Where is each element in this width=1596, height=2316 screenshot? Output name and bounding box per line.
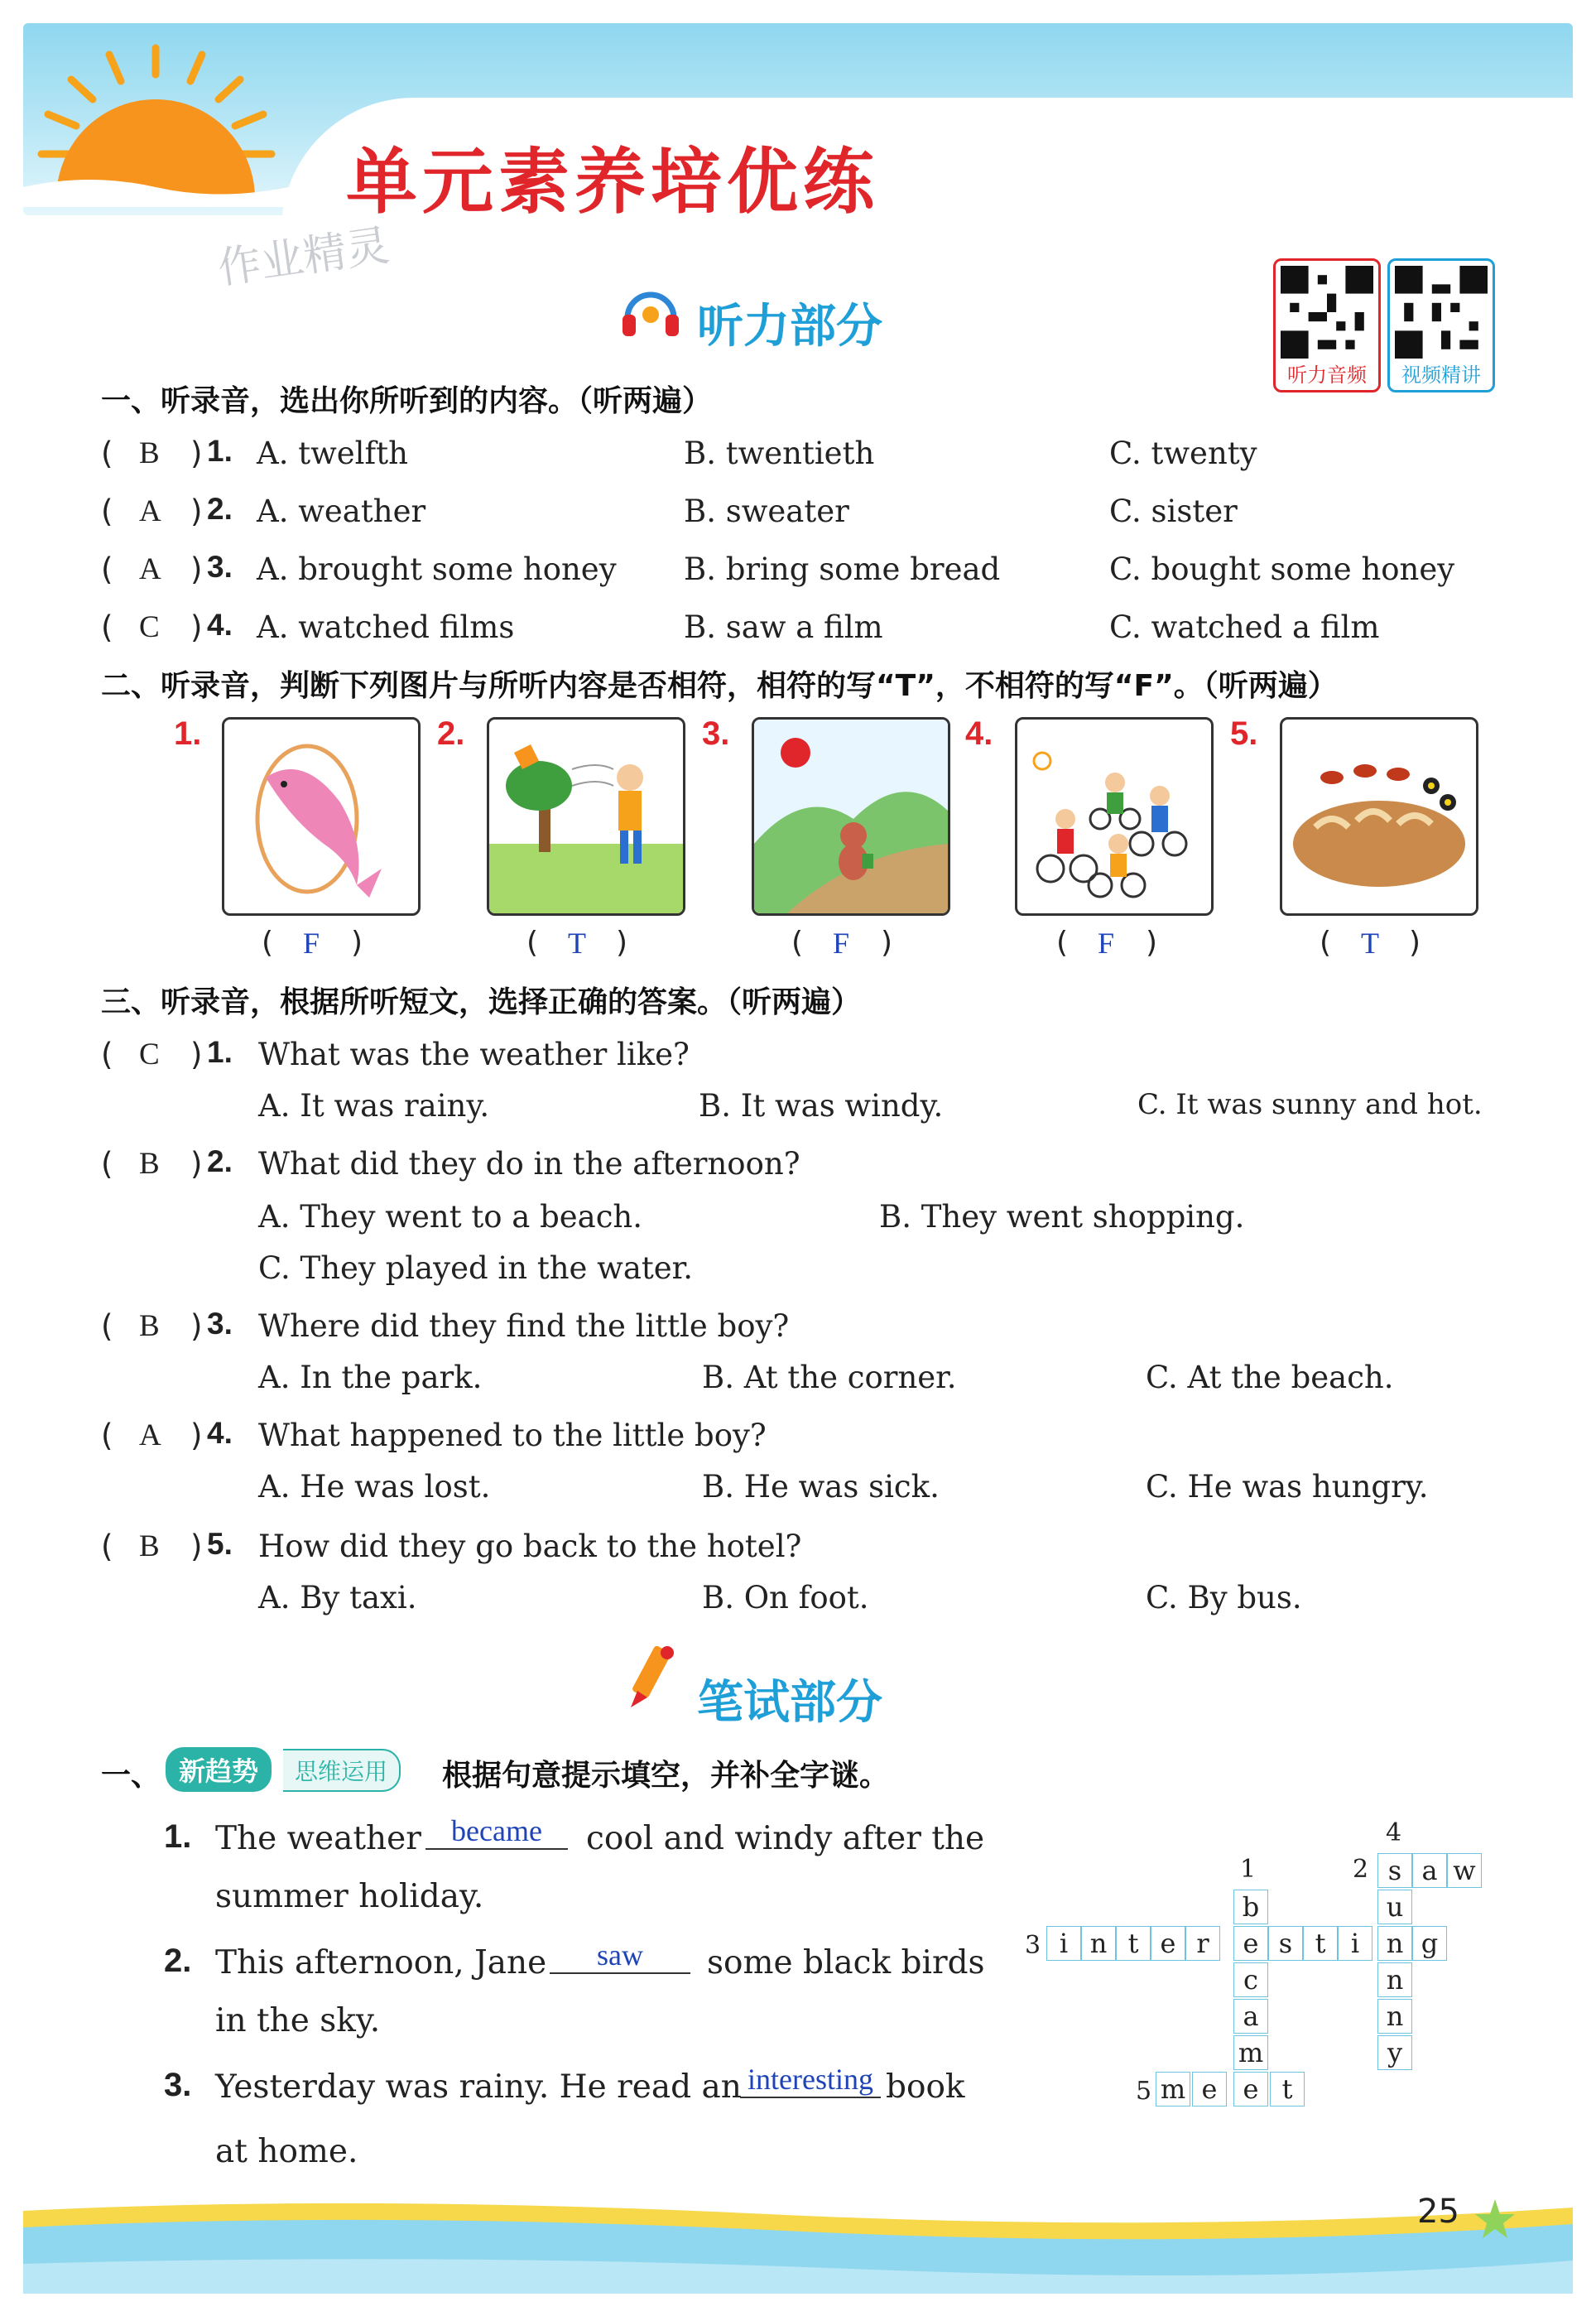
sentence-after: book [886,2068,965,2106]
written-heading: 根据句意提示填空，并补全字谜。 [442,1759,890,1793]
headphones-icon [618,282,684,348]
clue-number: 1 [1240,1855,1257,1884]
question-text: Where did they find the little boy? [258,1308,790,1344]
answer: B [139,436,160,470]
option-a: A. In the park. [258,1360,483,1395]
part3-heading: 三、听录音，根据所听短文，选择正确的答案。（听两遍） [101,985,862,1019]
question-number: 1. [207,434,233,468]
written-heading-prefix: 一、 [101,1759,161,1793]
question-text: What happened to the little boy? [258,1418,767,1453]
crossword-cell: t [1303,1926,1338,1961]
picture-number: 2. [437,715,465,752]
question-text: What did they do in the afternoon? [258,1146,800,1182]
option-b: B. saw a film [684,609,883,645]
crossword-cell: n [1377,1926,1412,1961]
tag-new-trend: 新趋势 [166,1747,272,1792]
sentence-before: The weather [215,1820,421,1857]
sentence-after: cool and windy after the [586,1820,985,1857]
picture-number: 3. [702,715,730,752]
qr-code-icon [1395,266,1488,359]
answer: A [139,1418,161,1452]
crossword-cell: n [1377,1962,1412,1997]
crossword-cell: i [1046,1926,1081,1961]
part2-heading: 二、听录音，判断下列图片与所听内容是否相符，相符的写“T”，不相符的写“F”。（听两遍） [101,669,1338,703]
question-number: 4. [207,1416,233,1450]
question-number: 2. [207,1144,233,1178]
crossword-cell: m [1233,2035,1268,2070]
picture-number: 4. [965,715,993,752]
crossword-cell: t [1116,1926,1151,1961]
answer: T [1361,927,1379,960]
crossword-cell: e [1233,2072,1268,2107]
option-b: B. It was windy. [699,1088,944,1124]
sentence-after: some black birds [707,1944,985,1981]
crossword-cell: e [1233,1926,1268,1961]
option-c: C. watched a film [1109,609,1380,645]
picture-kids-cycling [1015,717,1214,916]
option-a: A. It was rainy. [258,1088,490,1124]
answer: C [139,1038,160,1071]
clue-number: 2 [1353,1855,1369,1884]
crossword-cell: t [1270,2072,1305,2107]
crossword-cell: n [1081,1926,1116,1961]
written-section-title: 笔试部分 [697,1676,882,1730]
crossword-cell: w [1447,1853,1482,1888]
option-c: C. He was hungry. [1146,1469,1429,1505]
crossword-cell: i [1338,1926,1372,1961]
clue-number: 3 [1025,1931,1041,1960]
answer: A [139,552,161,586]
option-a: A. twelfth [257,436,408,471]
question-number: 3. [207,1307,233,1341]
option-c: C. At the beach. [1146,1360,1394,1395]
sentence-line2: summer holiday. [215,1878,484,1915]
qr-video-label: 视频精讲 [1401,364,1481,387]
page-title: 单元素养培优练 [346,141,879,224]
option-c: C. They played in the water. [258,1250,694,1286]
option-a: A. By taxi. [258,1580,417,1615]
footer-wave [23,2178,1573,2294]
option-b: B. They went shopping. [879,1199,1245,1235]
crossword-cell: y [1377,2035,1412,2070]
qr-video[interactable] [1387,258,1495,392]
option-c: C. It was sunny and hot. [1137,1088,1483,1121]
option-c: C. sister [1109,494,1238,529]
option-a: A. weather [257,494,426,529]
tag-thinking: 思维运用 [283,1749,401,1792]
answer: C [139,610,160,644]
option-b: B. sweater [684,494,849,529]
picture-number: 1. [174,715,202,752]
crossword-cell: m [1156,2072,1190,2107]
option-a: A. They went to a beach. [258,1199,643,1235]
answer-blank[interactable]: interesting [740,2062,881,2098]
question-text: How did they go back to the hotel? [258,1529,802,1564]
option-a: A. watched films [257,609,515,645]
pen-icon [619,1641,682,1716]
star-icon [1473,2198,1517,2241]
answer-blank[interactable]: saw [550,1938,690,1974]
crossword-cell: g [1412,1926,1447,1961]
option-a: A. He was lost. [258,1469,491,1505]
sun-icon [23,33,296,207]
question-number: 4. [207,608,233,642]
crossword-cell: r [1185,1926,1220,1961]
answer: F [833,927,850,960]
answer: A [139,494,161,528]
sentence-line2: in the sky. [215,2002,381,2039]
option-b: B. bring some bread [684,551,1001,587]
answer: F [1098,927,1115,960]
option-c: C. bought some honey [1109,551,1455,587]
qr-audio-label: 听力音频 [1287,364,1367,387]
option-c: C. twenty [1109,436,1257,471]
answer: T [568,927,586,960]
picture-ants-bread [1280,717,1478,916]
page-number: 25 [1417,2193,1459,2231]
option-b: B. twentieth [684,436,875,471]
qr-code-icon [1281,266,1373,359]
question-number: 1. [207,1035,233,1069]
answer: B [139,1309,160,1343]
answer: F [303,927,320,960]
crossword-cell: n [1377,1999,1412,2034]
clue-number: 4 [1386,1818,1402,1847]
crossword-cell: a [1412,1853,1447,1888]
option-b: B. He was sick. [702,1469,940,1505]
crossword-cell: c [1233,1962,1268,1997]
crossword-cell: s [1377,1853,1412,1888]
question-number: 2. [207,492,233,526]
crossword-cell: a [1233,1999,1268,2034]
picture-number: 5. [1230,715,1258,752]
question-number: 1. [164,1818,192,1855]
answer-blank[interactable]: became [425,1813,568,1850]
question-number: 2. [164,1943,192,1979]
picture-dolphin-hoop [222,717,421,916]
crossword-cell: u [1377,1890,1412,1924]
option-b: B. On foot. [702,1580,869,1615]
crossword-cell: e [1192,2072,1227,2107]
question-number: 3. [164,2067,192,2103]
question-number: 3. [207,550,233,584]
listening-section-title: 听力部分 [697,300,882,354]
question-text: What was the weather like? [258,1037,690,1072]
option-b: B. At the corner. [702,1360,957,1395]
part1-heading: 一、听录音，选出你所听到的内容。（听两遍） [101,384,713,418]
qr-audio[interactable] [1273,258,1381,392]
sentence-line2: at home. [215,2133,358,2170]
answer: B [139,1529,160,1563]
question-number: 5. [207,1527,233,1561]
crossword-cell: b [1233,1890,1268,1924]
option-c: C. By bus. [1146,1580,1302,1615]
option-a: A. brought some honey [257,551,617,587]
picture-mouse-hiking [752,717,950,916]
clue-number: 5 [1136,2077,1152,2106]
picture-windy-day [487,717,685,916]
crossword-cell: e [1151,1926,1185,1961]
watermark: 作业精灵 [214,220,392,295]
sentence-before: This afternoon, Jane [215,1944,547,1981]
answer: B [139,1147,160,1181]
crossword-cell: s [1268,1926,1303,1961]
sentence-before: Yesterday was rainy. He read an [215,2068,742,2106]
